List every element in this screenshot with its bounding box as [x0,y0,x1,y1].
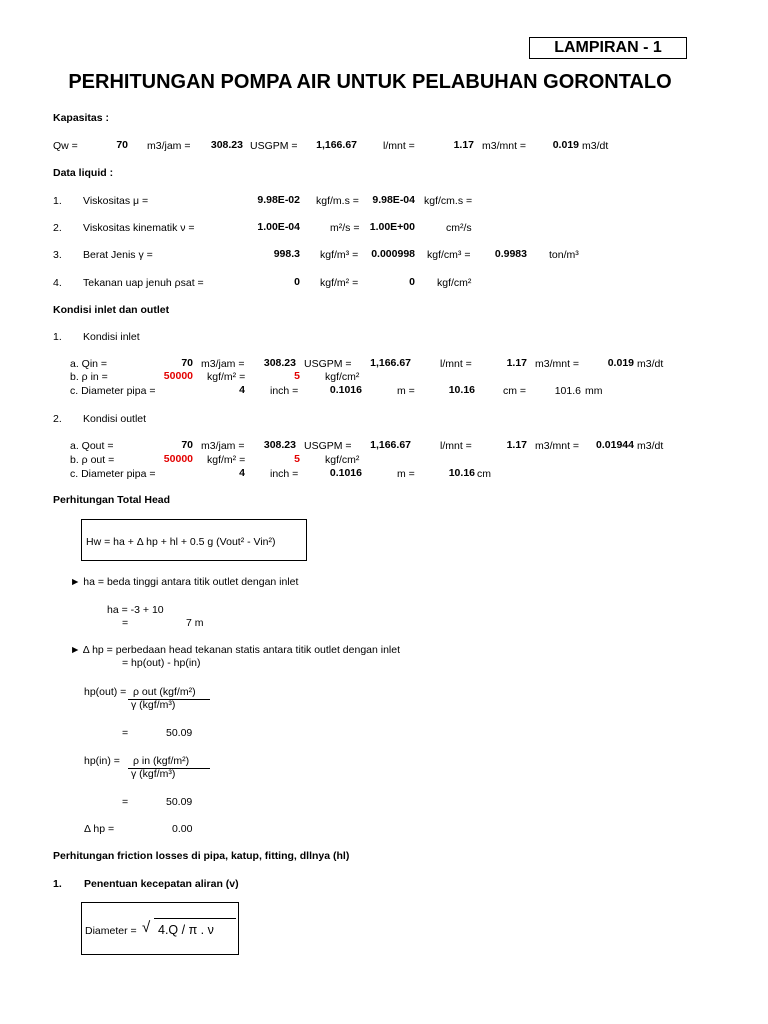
dout-unit-2: m = [397,468,415,480]
row-value-1: 998.3 [273,248,300,260]
page-title: PERHITUNGAN POMPA AIR UNTUK PELABUHAN GORONTALO [68,71,672,93]
din-value-2: 0.1016 [329,384,362,396]
qw-value-5: 0.019 [552,139,579,151]
kondisi-heading: Kondisi inlet dan outlet [53,304,170,316]
qw-value-3: 1,166.67 [316,139,357,151]
ha-expression: ha = -3 + 10 [107,604,164,616]
hp-out-numerator: ρ out (kgf/m²) [133,686,196,698]
row-label: Tekanan uap jenuh ρsat = [83,277,204,289]
pin-unit-1: kgf/m² = [207,371,246,383]
qw-value-1: 70 [116,139,128,151]
pout-value-1: 50000 [163,453,193,465]
total-head-formula-box [81,519,307,561]
qout-value-2: 308.23 [263,439,296,451]
din-unit-1: inch = [270,385,299,397]
row-unit-3: ton/m³ [549,249,579,261]
hp-in-numerator: ρ in (kgf/m²) [133,755,190,767]
dout-value-2: 0.1016 [329,467,362,479]
pin-unit-2: kgf/cm² [325,371,360,383]
friction-heading: Perhitungan friction losses di pipa, katup, fitting, dllnya (hl) [53,850,350,862]
outlet-number: 2. [53,413,62,425]
qin-unit-3: l/mnt = [440,358,472,370]
inlet-title: Kondisi inlet [83,331,140,343]
delta-hp-definition: ► Δ hp = perbedaan head tekanan statis antara titik outlet dengan inlet [70,644,401,656]
qin-value-3: 1,166.67 [370,357,411,369]
qout-unit-3: l/mnt = [440,440,472,452]
dout-label: c. Diameter pipa = [70,468,156,480]
hp-in-label: hp(in) = [84,755,120,767]
row-label: Viskositas μ = [83,195,149,207]
total-head-formula: Hw = ha + Δ hp + hl + 0.5 g (Vout² - Vin²) [86,536,276,548]
qout-value-4: 1.17 [506,439,527,451]
row-unit-1: kgf/m² = [320,277,359,289]
sqrt-overline [154,918,236,919]
data-liquid-heading: Data liquid : [53,167,114,179]
qin-value-1: 70 [181,357,193,369]
row-value-2: 9.98E-04 [372,194,415,206]
pout-label: b. ρ out = [70,454,115,466]
row-unit-1: m²/s = [330,222,360,234]
hp-in-equals: = [122,796,129,808]
qw-unit-1: m3/jam = [147,140,191,152]
row-value-2: 1.00E+00 [369,221,415,233]
delta-hp-value: 0.00 [172,823,193,835]
din-value-1: 4 [239,384,245,396]
total-head-heading: Perhitungan Total Head [53,494,171,506]
pin-value-1: 50000 [163,370,193,382]
qin-unit-4: m3/mnt = [535,358,580,370]
din-unit-3: cm = [503,385,527,397]
qout-value-3: 1,166.67 [370,439,411,451]
hp-out-equals: = [122,727,129,739]
lampiran-label: LAMPIRAN - 1 [529,37,687,59]
qout-unit-1: m3/jam = [201,440,245,452]
row-number: 4. [53,277,62,289]
outlet-title: Kondisi outlet [83,413,147,425]
qw-label: Qw = [53,140,78,152]
pout-value-2: 5 [294,453,300,465]
ha-value: 7 m [186,617,204,629]
row-label: Berat Jenis γ = [83,249,153,261]
sqrt-symbol: √ [142,919,151,936]
hp-in-value: 50.09 [166,796,193,808]
din-value-4: 101.6 [554,385,581,397]
kapasitas-heading: Kapasitas : [53,112,110,124]
dout-unit-1: inch = [270,468,299,480]
row-value-3: 0.9983 [494,248,527,260]
din-unit-4: mm [585,385,603,397]
qin-unit-1: m3/jam = [201,358,245,370]
qw-unit-2: USGPM = [250,140,298,152]
dout-unit-3: cm [477,468,491,480]
ha-equals: = [122,617,129,629]
row-value-1: 9.98E-02 [257,194,300,206]
row-unit-2: cm²/s [446,222,472,234]
row-label: Viskositas kinematik ν = [83,222,195,234]
row-number: 2. [53,222,62,234]
pin-label: b. ρ in = [70,371,108,383]
qw-unit-5: m3/dt [582,140,609,152]
row-value-2: 0.000998 [371,248,415,260]
row-unit-2: kgf/cm³ = [427,249,471,261]
pin-value-2: 5 [294,370,300,382]
inlet-number: 1. [53,331,62,343]
ha-definition: ► ha = beda tinggi antara titik outlet dengan inlet [70,576,299,588]
qout-unit-4: m3/mnt = [535,440,580,452]
pout-unit-2: kgf/cm² [325,454,360,466]
hp-out-denominator: γ (kgf/m³) [131,699,176,711]
row-value-2: 0 [409,276,415,288]
qw-unit-3: l/mnt = [383,140,415,152]
row-number: 3. [53,249,62,261]
row-unit-1: kgf/m³ = [320,249,359,261]
dout-value-3: 10.16 [448,467,475,479]
row-number: 1. [53,195,62,207]
qin-label: a. Qin = [70,358,108,370]
qin-unit-2: USGPM = [304,358,352,370]
row-value-1: 1.00E-04 [257,221,300,233]
row-unit-2: kgf/cm.s = [424,195,473,207]
qout-label: a. Qout = [70,440,114,452]
qout-value-5: 0.01944 [596,439,634,451]
hp-out-label: hp(out) = [84,686,127,698]
din-label: c. Diameter pipa = [70,385,156,397]
qw-unit-4: m3/mnt = [482,140,527,152]
qin-value-4: 1.17 [506,357,527,369]
delta-hp-label: Δ hp = [84,823,115,835]
qin-value-5: 0.019 [607,357,634,369]
diameter-label: Diameter = [85,925,137,937]
qout-unit-2: USGPM = [304,440,352,452]
dout-value-1: 4 [239,467,245,479]
din-unit-2: m = [397,385,415,397]
din-value-3: 10.16 [448,384,475,396]
delta-hp-expression: = hp(out) - hp(in) [122,657,201,669]
hp-in-denominator: γ (kgf/m³) [131,768,176,780]
qin-unit-5: m3/dt [637,358,664,370]
row-unit-1: kgf/m.s = [316,195,359,207]
qout-value-1: 70 [181,439,193,451]
friction-subheading: Penentuan kecepatan aliran (v) [84,878,239,890]
qin-value-2: 308.23 [263,357,296,369]
row-value-1: 0 [294,276,300,288]
pout-unit-1: kgf/m² = [207,454,246,466]
hp-out-value: 50.09 [166,727,193,739]
qw-value-2: 308.23 [210,139,243,151]
row-unit-2: kgf/cm² [437,277,472,289]
qw-value-4: 1.17 [453,139,474,151]
friction-number: 1. [53,878,62,890]
qout-unit-5: m3/dt [637,440,664,452]
diameter-formula-box [81,902,239,955]
diameter-expression: 4.Q / π . ν [158,923,214,937]
